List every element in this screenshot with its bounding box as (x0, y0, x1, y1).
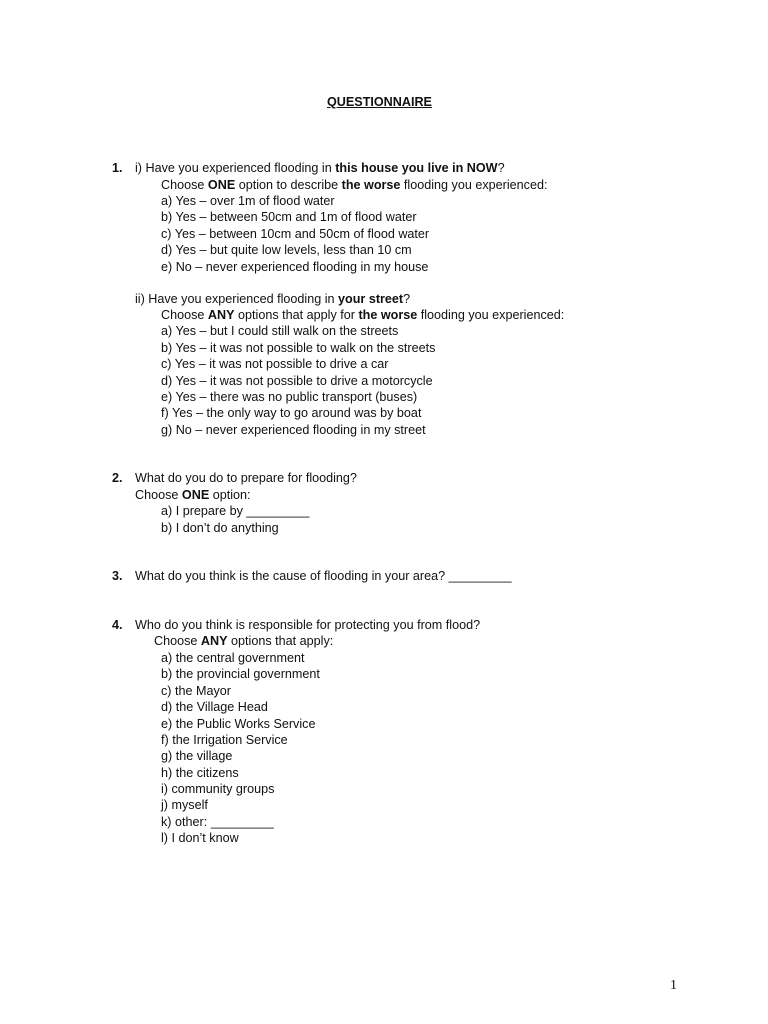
q4-option: h) the citizens (161, 766, 239, 780)
q4-option: c) the Mayor (161, 684, 231, 698)
q3-number: 3. (112, 569, 123, 583)
q4-question: Who do you think is responsible for protecting you from flood? (135, 618, 481, 632)
page-number: 1 (670, 978, 677, 993)
q2-question: What do you do to prepare for flooding? (135, 471, 357, 485)
q4-option: j) myself (161, 798, 208, 812)
q3-question: What do you think is the cause of flooding in your area? _________ (135, 569, 512, 583)
q4-number: 4. (112, 618, 123, 632)
q1-part-i-option: b) Yes – between 50cm and 1m of flood water (161, 210, 417, 224)
q4-option: b) the provincial government (161, 667, 320, 681)
q1-part-i-option: c) Yes – between 10cm and 50cm of flood water (161, 227, 430, 241)
q1-number: 1. (112, 161, 123, 175)
q4-option: i) community groups (161, 782, 275, 796)
q4-option: a) the central government (161, 651, 305, 665)
q1-part-i-option: a) Yes – over 1m of flood water (161, 194, 335, 208)
q1-part-i-option: d) Yes – but quite low levels, less than 10 cm (161, 243, 412, 257)
q4-instruction: Choose ANY options that apply: (154, 634, 334, 648)
q4-option: g) the village (161, 749, 233, 763)
q2-option: a) I prepare by _________ (161, 504, 310, 518)
q1-part-ii-option: b) Yes – it was not possible to walk on the streets (161, 341, 436, 355)
q1-part-i-question: i) Have you experienced flooding in this house you live in NOW? (135, 161, 505, 175)
q2-instruction: Choose ONE option: (135, 488, 251, 502)
q1-part-ii-question: ii) Have you experienced flooding in your street? (135, 292, 411, 306)
q1-part-ii-option: f) Yes – the only way to go around was by boat (161, 406, 422, 420)
q1-part-ii-instruction: Choose ANY options that apply for the worse flooding you experienced: (161, 308, 565, 322)
q1-part-ii-option: e) Yes – there was no public transport (buses) (161, 390, 418, 404)
q4-option: f) the Irrigation Service (161, 733, 288, 747)
q2-option: b) I don’t do anything (161, 521, 279, 535)
q2-number: 2. (112, 471, 123, 485)
q1-part-i-option: e) No – never experienced flooding in my house (161, 260, 429, 274)
q1-part-ii-option: a) Yes – but I could still walk on the streets (161, 324, 399, 338)
q1-part-ii-option: c) Yes – it was not possible to drive a car (161, 357, 389, 371)
page-title: QUESTIONNAIRE (327, 95, 432, 109)
q4-option: d) the Village Head (161, 700, 268, 714)
q1-part-ii-option: d) Yes – it was not possible to drive a motorcycle (161, 374, 433, 388)
q1-part-ii-option: g) No – never experienced flooding in my street (161, 423, 426, 437)
q4-option: l) I don’t know (161, 831, 239, 845)
q4-option: e) the Public Works Service (161, 717, 316, 731)
q1-part-i-instruction: Choose ONE option to describe the worse flooding you experienced: (161, 178, 548, 192)
q4-option: k) other: _________ (161, 815, 274, 829)
